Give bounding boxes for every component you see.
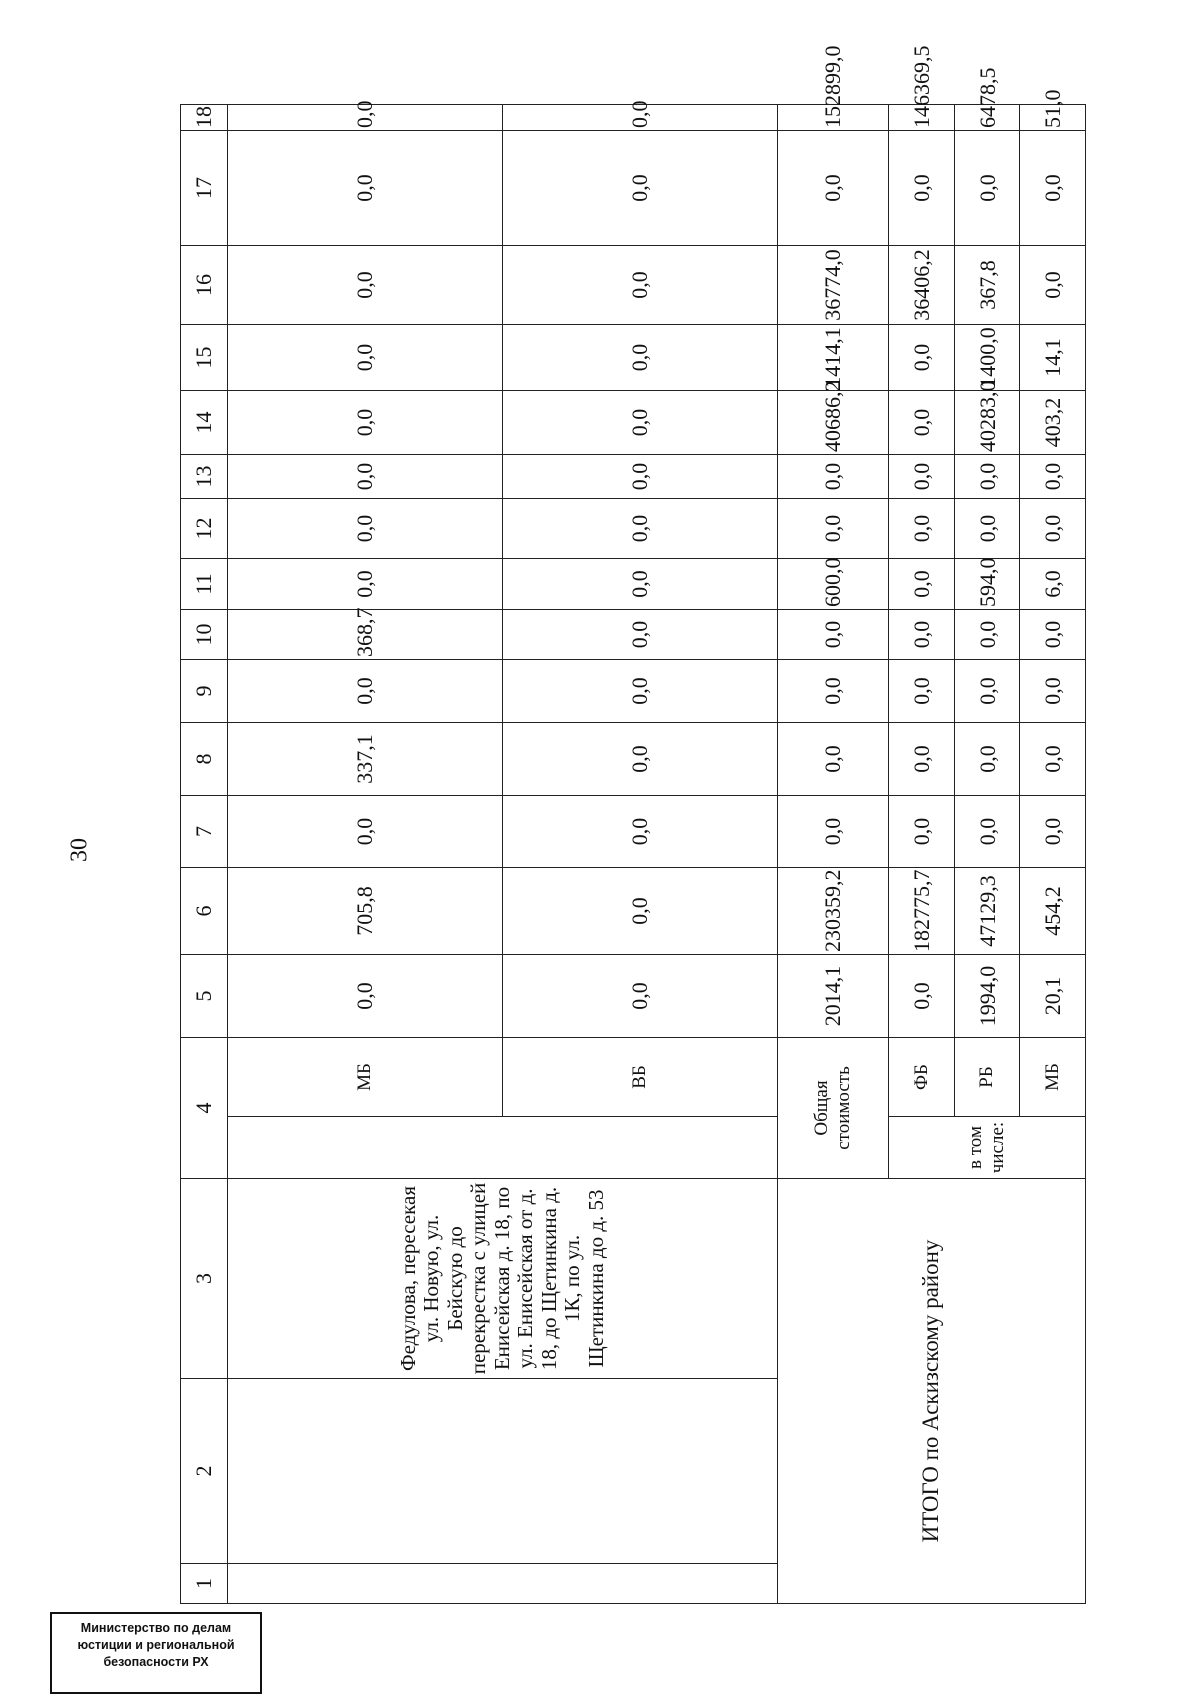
- value-cell: 0,0: [228, 796, 503, 868]
- col-header-1: 1: [181, 1564, 228, 1604]
- registration-stamp: [50, 1612, 262, 1694]
- value-cell: 0,0: [1020, 660, 1086, 723]
- row-index-cell: [228, 1564, 778, 1604]
- value-cell: 0,0: [777, 723, 888, 796]
- col-header-11: 11: [181, 559, 228, 610]
- value-cell: 14,1: [1020, 325, 1086, 391]
- budget-label-mb: МБ: [228, 1038, 503, 1117]
- value-cell: 0,0: [502, 455, 777, 499]
- budget-label-fb: ФБ: [889, 1038, 955, 1117]
- value-cell: 0,0: [228, 660, 503, 723]
- value-cell: 1400,0: [954, 325, 1020, 391]
- value-cell: 152899,0: [777, 105, 888, 131]
- value-cell: 40686,2: [777, 391, 888, 455]
- value-cell: 0,0: [502, 499, 777, 559]
- value-cell: 0,0: [954, 455, 1020, 499]
- value-cell: 0,0: [228, 105, 503, 131]
- col-header-16: 16: [181, 246, 228, 325]
- address-label-empty: [228, 1117, 778, 1179]
- value-cell: 705,8: [228, 868, 503, 955]
- col-header-14: 14: [181, 391, 228, 455]
- value-cell: 0,0: [889, 499, 955, 559]
- value-cell: 2014,1: [777, 955, 888, 1038]
- total-general-label: Общая стоимость: [777, 1038, 888, 1179]
- value-cell: 0,0: [228, 955, 503, 1038]
- value-cell: 0,0: [502, 105, 777, 131]
- budget-label-rb: РБ: [954, 1038, 1020, 1117]
- value-cell: 0,0: [502, 391, 777, 455]
- value-cell: 47129,3: [954, 868, 1020, 955]
- value-cell: 0,0: [889, 455, 955, 499]
- col-header-15: 15: [181, 325, 228, 391]
- value-cell: 0,0: [889, 391, 955, 455]
- value-cell: 0,0: [502, 796, 777, 868]
- value-cell: 0,0: [889, 955, 955, 1038]
- budget-table: [180, 45, 1086, 1604]
- col-header-9: 9: [181, 660, 228, 723]
- value-cell: 0,0: [889, 325, 955, 391]
- value-cell: 1994,0: [954, 955, 1020, 1038]
- value-cell: 0,0: [1020, 610, 1086, 660]
- col-header-2: 2: [181, 1379, 228, 1564]
- value-cell: 0,0: [777, 131, 888, 246]
- col-header-5: 5: [181, 955, 228, 1038]
- value-cell: 1414,1: [777, 325, 888, 391]
- budget-label-vb: ВБ: [502, 1038, 777, 1117]
- value-cell: 0,0: [954, 660, 1020, 723]
- page-number: 30: [66, 838, 93, 862]
- value-cell: 0,0: [889, 610, 955, 660]
- total-title: ИТОГО по Аскизскому району: [777, 1179, 1085, 1604]
- value-cell: 0,0: [228, 325, 503, 391]
- value-cell: 6478,5: [954, 105, 1020, 131]
- value-cell: 0,0: [889, 723, 955, 796]
- value-cell: 403,2: [1020, 391, 1086, 455]
- value-cell: 0,0: [502, 610, 777, 660]
- value-cell: 594,0: [954, 559, 1020, 610]
- value-cell: 0,0: [228, 246, 503, 325]
- value-cell: 182775,7: [889, 868, 955, 955]
- value-cell: 0,0: [1020, 131, 1086, 246]
- col-header-10: 10: [181, 610, 228, 660]
- rotated-table-container: [180, 45, 1086, 1604]
- value-cell: 0,0: [777, 499, 888, 559]
- value-cell: 0,0: [889, 131, 955, 246]
- value-cell: 0,0: [777, 660, 888, 723]
- value-cell: 0,0: [502, 723, 777, 796]
- value-cell: 36774,0: [777, 246, 888, 325]
- value-cell: 337,1: [228, 723, 503, 796]
- col-header-18: 18: [181, 105, 228, 131]
- col-header-4: 4: [181, 1038, 228, 1179]
- value-cell: 367,8: [954, 246, 1020, 325]
- value-cell: 0,0: [1020, 455, 1086, 499]
- value-cell: 0,0: [502, 325, 777, 391]
- value-cell: 146369,5: [889, 105, 955, 131]
- value-cell: 0,0: [502, 131, 777, 246]
- value-cell: 600,0: [777, 559, 888, 610]
- address-mb-row: [228, 105, 503, 1604]
- value-cell: 0,0: [502, 955, 777, 1038]
- value-cell: 0,0: [228, 455, 503, 499]
- budget-label-mb-total: МБ: [1020, 1038, 1086, 1117]
- value-cell: 0,0: [777, 455, 888, 499]
- value-cell: 0,0: [502, 660, 777, 723]
- col-header-13: 13: [181, 455, 228, 499]
- value-cell: 0,0: [954, 610, 1020, 660]
- col-header-6: 6: [181, 868, 228, 955]
- value-cell: 0,0: [228, 391, 503, 455]
- row-empty-cell: [228, 1379, 778, 1564]
- stamp-line-2: юстиции и региональной: [77, 1637, 235, 1652]
- value-cell: 36406,2: [889, 246, 955, 325]
- value-cell: 0,0: [228, 559, 503, 610]
- value-cell: 0,0: [777, 796, 888, 868]
- stamp-line-3: безопасности РХ: [103, 1654, 209, 1669]
- value-cell: 0,0: [777, 610, 888, 660]
- value-cell: 0,0: [1020, 246, 1086, 325]
- value-cell: 0,0: [228, 499, 503, 559]
- value-cell: 0,0: [889, 660, 955, 723]
- col-header-3: 3: [181, 1179, 228, 1379]
- value-cell: 0,0: [502, 868, 777, 955]
- value-cell: 0,0: [889, 559, 955, 610]
- value-cell: 0,0: [954, 131, 1020, 246]
- value-cell: 0,0: [1020, 723, 1086, 796]
- value-cell: 0,0: [502, 559, 777, 610]
- value-cell: 6,0: [1020, 559, 1086, 610]
- value-cell: 0,0: [954, 796, 1020, 868]
- col-header-12: 12: [181, 499, 228, 559]
- value-cell: 51,0: [1020, 105, 1086, 131]
- value-cell: 40283,0: [954, 391, 1020, 455]
- value-cell: 454,2: [1020, 868, 1086, 955]
- value-cell: 0,0: [954, 499, 1020, 559]
- value-cell: 0,0: [1020, 796, 1086, 868]
- total-incl-label: в том числе:: [889, 1117, 1086, 1179]
- header-row: [181, 105, 228, 1604]
- col-header-8: 8: [181, 723, 228, 796]
- address-description: Федулова, пересекая ул. Новую, ул. Бейскую до перекрестка с улицей Енисейская д. 18, по ул. Енисейская от д. 18, до Щетинкина д. 1К, по ул. Щетинкина до д. 53: [228, 1179, 778, 1379]
- value-cell: 0,0: [1020, 499, 1086, 559]
- col-header-17: 17: [181, 131, 228, 246]
- value-cell: 0,0: [954, 723, 1020, 796]
- value-cell: 20,1: [1020, 955, 1086, 1038]
- stamp-line-1: Министерство по делам: [80, 1621, 232, 1635]
- value-cell: 0,0: [502, 246, 777, 325]
- table-wrapper: [180, 45, 1086, 1604]
- col-header-7: 7: [181, 796, 228, 868]
- total-general-row: [777, 105, 888, 1604]
- value-cell: 368,7: [228, 610, 503, 660]
- value-cell: 0,0: [889, 796, 955, 868]
- value-cell: 230359,2: [777, 868, 888, 955]
- value-cell: 0,0: [228, 131, 503, 246]
